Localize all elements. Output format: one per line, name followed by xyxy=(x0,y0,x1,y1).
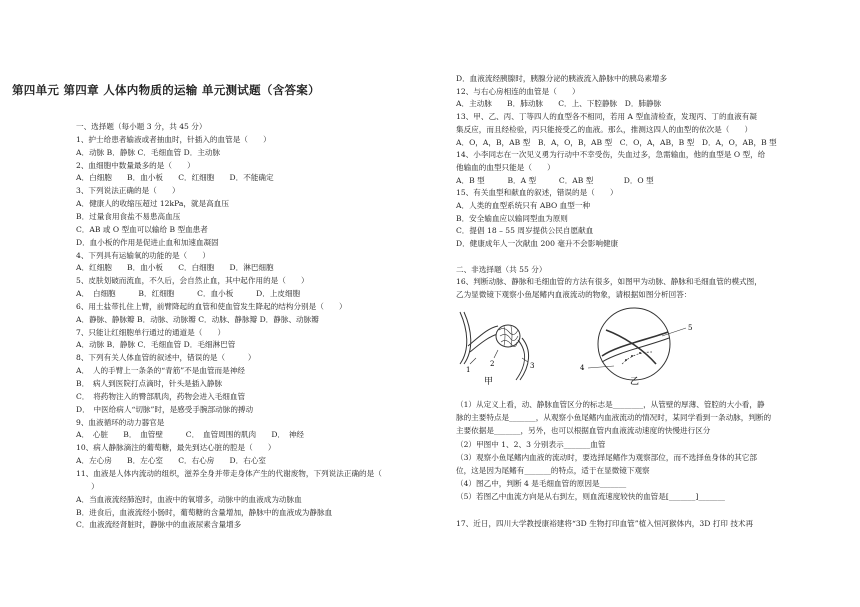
text-line: 脉的主要特点是_______，从观察小鱼尾鳍内血液流动的情况时，某同学看到一条动脉，判断的 xyxy=(456,413,772,423)
text-line: A．当血液流经肺泡时，血液中的氧增多，动脉中的血液成为动脉血 xyxy=(76,494,302,504)
text-line: A．动脉 B．静脉 C．毛细血管 D．毛细淋巴管 xyxy=(76,340,236,350)
figure-num-3: 3 xyxy=(530,362,535,370)
text-line: B． 病人到医院打点滴时，针头是插入静脉 xyxy=(76,379,223,388)
text-line: 2、血细胞中数量最多的是（ ） xyxy=(76,160,195,170)
figure-num-5: 5 xyxy=(688,324,693,332)
text-line: 5、皮肤划破而流血，不久后，会自然止血，其中起作用的是（ ） xyxy=(76,276,309,286)
text-line: A．O，A，B，AB 型 B．A，O，B，AB 型 C．O，A，AB，B 型 D．A，O，AB，B 型 xyxy=(456,137,777,147)
exam-title: 第四单元 第四章 人体内物质的运输 单元测试题（含答案） xyxy=(12,83,320,97)
text-line: C． 将药物注入的臀部肌肉，药物会进入毛细血管 xyxy=(76,391,246,401)
text-line: D．血小板的作用是促进止血和加速血凝固 xyxy=(76,237,219,247)
text-line: 主要依据是_______，另外，也可以根据血管内血液流动速度的快慢进行区分 xyxy=(456,426,711,436)
text-line: B．安全输血应以输同型血为原则 xyxy=(456,213,568,223)
text-line: 12、与右心房相连的血管是（ ） xyxy=(456,86,580,96)
text-line: 8、下列有关人体血管的叙述中，错误的是（ ） xyxy=(76,353,256,363)
text-line: 6、用土盐带扎住上臂，前臂降起的血管和使血管发生降起的结构分别是（ ） xyxy=(76,301,347,311)
text-line: （1）从定义上看，动、静脉血管区分的标志是________，从管壁的厚薄、管腔的大小看，静 xyxy=(456,400,765,409)
text-line: 4、下列具有运输氧的功能的是（ ） xyxy=(76,250,210,260)
text-line: A． 白细胞 B．红细胞 C．血小板 D．上皮细胞 xyxy=(76,289,301,299)
figure-label-jia: 甲 xyxy=(484,377,494,386)
text-line: 11、血液是人体内流动的组织，滋养全身并带走身体产生的代谢废物，下列说法正确的是（ xyxy=(76,468,382,478)
text-line: 17、近日，四川大学教授康裕建将“3D 生物打印血管”植入恒河猴体内，3D 打印 技术再 xyxy=(456,518,754,528)
text-line: A． 人的手臂上一条条的“青筋”不是血管而是神经 xyxy=(76,366,245,376)
text-line: A．B 型 B．A 型 C．AB 型 D．O 型 xyxy=(456,175,654,185)
figure-label-yi: 乙 xyxy=(630,377,640,386)
figure-num-4: 4 xyxy=(580,364,585,372)
text-line: B．进食后，血液流经小肠时，葡萄糖的含量增加，静脉中的血液成为静脉血 xyxy=(76,507,333,517)
text-line: D．健康成年人一次献血 200 毫升不会影响健康 xyxy=(456,239,619,249)
text-line: A．主动脉 B．肺动脉 C．上、下腔静脉 D．肺静脉 xyxy=(456,99,662,109)
text-line: 15、有关血型和献血的叙述，错误的是（ ） xyxy=(456,188,618,198)
text-line: 10、病人静脉滴注的葡萄糖，最先到达心脏的腔是（ ） xyxy=(76,443,276,453)
text-line: （4）图乙中，判断 4 是毛细血管的原因是_______ xyxy=(456,479,627,489)
text-line: 9、血液循环的动力器官是 xyxy=(76,417,165,427)
text-line: 一、选择题（每小题 3 分，共 45 分） xyxy=(76,122,207,131)
vessel-figure xyxy=(456,306,808,386)
text-line: D．血液流经胰腺时，胰腺分泌的胰液流入静脉中的胰岛素增多 xyxy=(456,74,668,83)
text-line: A．动脉 B．静脉 C．毛细血管 D．主动脉 xyxy=(76,147,221,157)
text-line: （3）观察小鱼尾鳍内血液的流动时，要选择尾鳍作为观察部位，而不选择鱼身体的其它部 xyxy=(456,452,757,462)
text-line: A．白细胞 B．血小板 C．红细胞 D．不能确定 xyxy=(76,173,274,183)
text-line: 16、判断动脉、静脉和毛细血管的方法有很多，如图甲为动脉、静脉和毛细血管的模式图， xyxy=(456,277,762,287)
text-line: 1、护士给患者输液或者抽血时，针插入的血管是（ ） xyxy=(76,134,271,144)
text-line: A．静脉、静脉瓣 B．动脉、动脉瓣 C．动脉、静脉瓣 D．静脉、动脉瓣 xyxy=(76,314,319,324)
text-line: C．血液流经肾脏时，静脉中的血液尿素含量增多 xyxy=(76,520,242,530)
text-line: 7、只能让红细胞单行通过的通道是（ ） xyxy=(76,327,226,337)
text-line: D． 中医给病人“切脉”时，是感受手腕部动脉的搏动 xyxy=(76,404,254,414)
text-line: A．左心房 B．左心室 C．右心房 D．右心室 xyxy=(76,456,267,466)
text-line: A．人类的血型系统只有 ABO 血型一种 xyxy=(456,201,591,210)
text-line: 3、下列说法正确的是（ ） xyxy=(76,186,180,196)
text-line: 14、小李同志在一次见义勇为行动中不幸受伤，失血过多，急需输血，他的血型是 O 型，给 xyxy=(456,150,766,160)
text-line: 13、甲、乙、丙、丁等四人的血型各不相同，若用 A 型血清检查，发现丙、丁的血液有凝 xyxy=(456,112,757,122)
figure-num-1: 1 xyxy=(466,366,471,374)
figure-num-2: 2 xyxy=(490,360,495,368)
text-line: （5）若图乙中血流方向是从右到左，则血流速度较快的血管是[_______]_______ xyxy=(456,492,725,502)
text-line: 二、非选择题（共 55 分） xyxy=(456,264,547,274)
text-line: 集反应，而且经检验，丙只能接受乙的血液。那么，推测这四人的血型的依次是（ ） xyxy=(456,124,753,134)
text-line: 位，这是因为尾鳍有_______的特点，适于在显微镜下观察 xyxy=(456,466,650,475)
text-line: （2）甲图中 1、2、3 分别表示_______血管 xyxy=(456,439,606,449)
text-line: C．提倡 18 – 55 周岁提供公民自愿献血 xyxy=(456,226,594,236)
text-line: B．过量食用食盐不易患高血压 xyxy=(76,211,181,221)
text-line: A．红细胞 B．血小板 C．白细胞 D．淋巴细胞 xyxy=(76,263,274,273)
text-line: A．健康人的收缩压超过 12kPa，就是高血压 xyxy=(76,199,229,209)
text-line: A． 心脏 B． 血管壁 C． 血管周围的肌肉 D． 神经 xyxy=(76,430,304,440)
figure-jia xyxy=(460,312,534,386)
figure-yi xyxy=(580,308,692,386)
text-line: ） xyxy=(76,481,99,491)
text-line: C．AB 或 O 型血可以输给 B 型血患者 xyxy=(76,224,208,234)
text-line: 乙为显微镜下观察小鱼尾鳍内血液流动的物象，请根据如图分析回答： xyxy=(456,289,692,299)
text-line: 他输血的血型只能是（ ） xyxy=(456,162,555,172)
